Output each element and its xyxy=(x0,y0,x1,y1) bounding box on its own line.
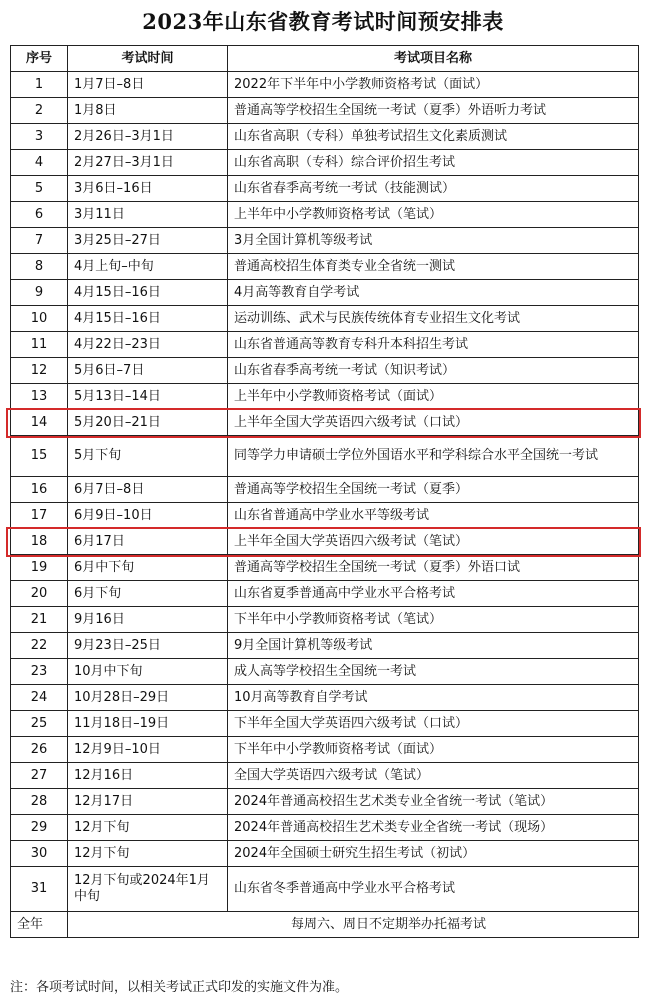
table-row xyxy=(11,633,639,659)
row-index: 14 xyxy=(11,410,68,436)
row-index: 24 xyxy=(11,685,68,711)
table-row xyxy=(11,228,639,254)
table-row xyxy=(11,358,639,384)
row-exam-name: 4月高等教育自学考试 xyxy=(228,280,639,306)
page-title: 2023年山东省教育考试时间预安排表 xyxy=(142,9,504,34)
row-index: 3 xyxy=(11,124,68,150)
row-exam-time: 1月7日–8日 xyxy=(68,72,228,98)
row-exam-name: 山东省春季高考统一考试（技能测试） xyxy=(228,176,639,202)
table-row xyxy=(11,477,639,503)
row-exam-name: 10月高等教育自学考试 xyxy=(228,685,639,711)
table-row xyxy=(11,332,639,358)
row-exam-time: 12月16日 xyxy=(68,763,228,789)
row-exam-time: 6月中下旬 xyxy=(68,555,228,581)
row-index: 13 xyxy=(11,384,68,410)
row-exam-name: 上半年全国大学英语四六级考试（笔试） xyxy=(228,529,639,555)
row-exam-name: 上半年中小学教师资格考试（笔试） xyxy=(228,202,639,228)
row-index: 23 xyxy=(11,659,68,685)
row-exam-name: 山东省夏季普通高中学业水平合格考试 xyxy=(228,581,639,607)
row-exam-time: 9月23日–25日 xyxy=(68,633,228,659)
row-exam-name: 2022年下半年中小学教师资格考试（面试） xyxy=(228,72,639,98)
row-exam-time: 5月13日–14日 xyxy=(68,384,228,410)
table-row xyxy=(11,306,639,332)
row-exam-name: 下半年中小学教师资格考试（面试） xyxy=(228,737,639,763)
row-index: 21 xyxy=(11,607,68,633)
row-index: 1 xyxy=(11,72,68,98)
row-exam-name: 下半年全国大学英语四六级考试（口试） xyxy=(228,711,639,737)
row-exam-time: 5月20日–21日 xyxy=(68,410,228,436)
row-exam-time: 2月26日–3月1日 xyxy=(68,124,228,150)
row-exam-name: 山东省普通高等教育专科升本科招生考试 xyxy=(228,332,639,358)
row-exam-time: 12月17日 xyxy=(68,789,228,815)
row-index: 8 xyxy=(11,254,68,280)
row-exam-name: 2024年全国硕士研究生招生考试（初试） xyxy=(228,841,639,867)
row-index: 22 xyxy=(11,633,68,659)
row-exam-name: 下半年中小学教师资格考试（笔试） xyxy=(228,607,639,633)
row-index: 26 xyxy=(11,737,68,763)
header-exam-time: 考试时间 xyxy=(68,46,228,72)
table-row xyxy=(11,150,639,176)
table-row xyxy=(11,98,639,124)
row-exam-name: 2024年普通高校招生艺术类专业全省统一考试（现场） xyxy=(228,815,639,841)
row-index: 7 xyxy=(11,228,68,254)
table-row xyxy=(11,410,639,436)
row-exam-name: 运动训练、武术与民族传统体育专业招生文化考试 xyxy=(228,306,639,332)
row-exam-name: 普通高等学校招生全国统一考试（夏季）外语口试 xyxy=(228,555,639,581)
table-row xyxy=(11,841,639,867)
row-exam-time: 10月28日–29日 xyxy=(68,685,228,711)
row-index: 5 xyxy=(11,176,68,202)
table-row xyxy=(11,763,639,789)
row-exam-time: 12月9日–10日 xyxy=(68,737,228,763)
row-index: 4 xyxy=(11,150,68,176)
row-exam-name: 上半年全国大学英语四六级考试（口试） xyxy=(228,410,639,436)
row-exam-time: 12月下旬或2024年1月中旬 xyxy=(68,867,228,912)
row-exam-name: 普通高等学校招生全国统一考试（夏季）外语听力考试 xyxy=(228,98,639,124)
table-row xyxy=(11,529,639,555)
row-index: 15 xyxy=(11,436,68,477)
table-row xyxy=(11,503,639,529)
row-exam-name: 山东省普通高中学业水平等级考试 xyxy=(228,503,639,529)
table-row xyxy=(11,607,639,633)
table-row xyxy=(11,280,639,306)
table-row xyxy=(11,384,639,410)
row-exam-time: 3月25日–27日 xyxy=(68,228,228,254)
row-index: 2 xyxy=(11,98,68,124)
row-index: 25 xyxy=(11,711,68,737)
row-exam-time: 1月8日 xyxy=(68,98,228,124)
header-index: 序号 xyxy=(11,46,68,72)
footer-description: 每周六、周日不定期举办托福考试 xyxy=(68,912,639,938)
row-index: 9 xyxy=(11,280,68,306)
row-exam-name: 3月全国计算机等级考试 xyxy=(228,228,639,254)
footer-period: 全年 xyxy=(11,912,68,938)
footnote: 注：各项考试时间，以相关考试正式印发的实施文件为准。 xyxy=(10,980,349,995)
row-exam-name: 山东省高职（专科）单独考试招生文化素质测试 xyxy=(228,124,639,150)
row-exam-name: 山东省春季高考统一考试（知识考试） xyxy=(228,358,639,384)
row-exam-name: 同等学力申请硕士学位外国语水平和学科综合水平全国统一考试 xyxy=(228,436,639,477)
table-header-row xyxy=(11,46,639,72)
row-index: 6 xyxy=(11,202,68,228)
header-exam-name: 考试项目名称 xyxy=(228,46,639,72)
table-row xyxy=(11,815,639,841)
row-exam-time: 6月7日–8日 xyxy=(68,477,228,503)
table-footer-row xyxy=(11,912,639,938)
row-exam-time: 4月22日–23日 xyxy=(68,332,228,358)
table-row xyxy=(11,789,639,815)
row-exam-time: 4月15日–16日 xyxy=(68,306,228,332)
exam-schedule-table xyxy=(10,45,639,938)
row-exam-time: 11月18日–19日 xyxy=(68,711,228,737)
row-exam-time: 5月6日–7日 xyxy=(68,358,228,384)
row-exam-name: 成人高等学校招生全国统一考试 xyxy=(228,659,639,685)
table-row xyxy=(11,685,639,711)
row-exam-name: 上半年中小学教师资格考试（面试） xyxy=(228,384,639,410)
row-index: 17 xyxy=(11,503,68,529)
table-row xyxy=(11,202,639,228)
row-exam-time: 3月6日–16日 xyxy=(68,176,228,202)
row-exam-time: 12月下旬 xyxy=(68,815,228,841)
table-row xyxy=(11,737,639,763)
table-row xyxy=(11,72,639,98)
row-index: 31 xyxy=(11,867,68,912)
table-row xyxy=(11,659,639,685)
row-exam-time: 6月9日–10日 xyxy=(68,503,228,529)
row-exam-name: 9月全国计算机等级考试 xyxy=(228,633,639,659)
table-row xyxy=(11,711,639,737)
row-index: 29 xyxy=(11,815,68,841)
table-row xyxy=(11,436,639,477)
row-index: 20 xyxy=(11,581,68,607)
row-exam-name: 普通高等学校招生全国统一考试（夏季） xyxy=(228,477,639,503)
row-exam-time: 9月16日 xyxy=(68,607,228,633)
row-index: 11 xyxy=(11,332,68,358)
table-row xyxy=(11,176,639,202)
row-exam-time: 5月下旬 xyxy=(68,436,228,477)
row-index: 10 xyxy=(11,306,68,332)
row-exam-time: 6月下旬 xyxy=(68,581,228,607)
table-row xyxy=(11,867,639,912)
row-exam-name: 普通高校招生体育类专业全省统一测试 xyxy=(228,254,639,280)
row-exam-time: 10月中下旬 xyxy=(68,659,228,685)
row-index: 30 xyxy=(11,841,68,867)
row-exam-name: 2024年普通高校招生艺术类专业全省统一考试（笔试） xyxy=(228,789,639,815)
row-index: 27 xyxy=(11,763,68,789)
row-index: 12 xyxy=(11,358,68,384)
row-exam-time: 4月上旬–中旬 xyxy=(68,254,228,280)
row-index: 28 xyxy=(11,789,68,815)
row-index: 18 xyxy=(11,529,68,555)
table-row xyxy=(11,555,639,581)
row-exam-name: 全国大学英语四六级考试（笔试） xyxy=(228,763,639,789)
row-index: 16 xyxy=(11,477,68,503)
table-row xyxy=(11,124,639,150)
row-exam-name: 山东省高职（专科）综合评价招生考试 xyxy=(228,150,639,176)
table-row xyxy=(11,254,639,280)
table-body xyxy=(11,72,639,938)
row-exam-time: 6月17日 xyxy=(68,529,228,555)
row-exam-time: 4月15日–16日 xyxy=(68,280,228,306)
row-exam-time: 3月11日 xyxy=(68,202,228,228)
row-exam-time: 12月下旬 xyxy=(68,841,228,867)
row-index: 19 xyxy=(11,555,68,581)
row-exam-time: 2月27日–3月1日 xyxy=(68,150,228,176)
row-exam-name: 山东省冬季普通高中学业水平合格考试 xyxy=(228,867,639,912)
table-row xyxy=(11,581,639,607)
